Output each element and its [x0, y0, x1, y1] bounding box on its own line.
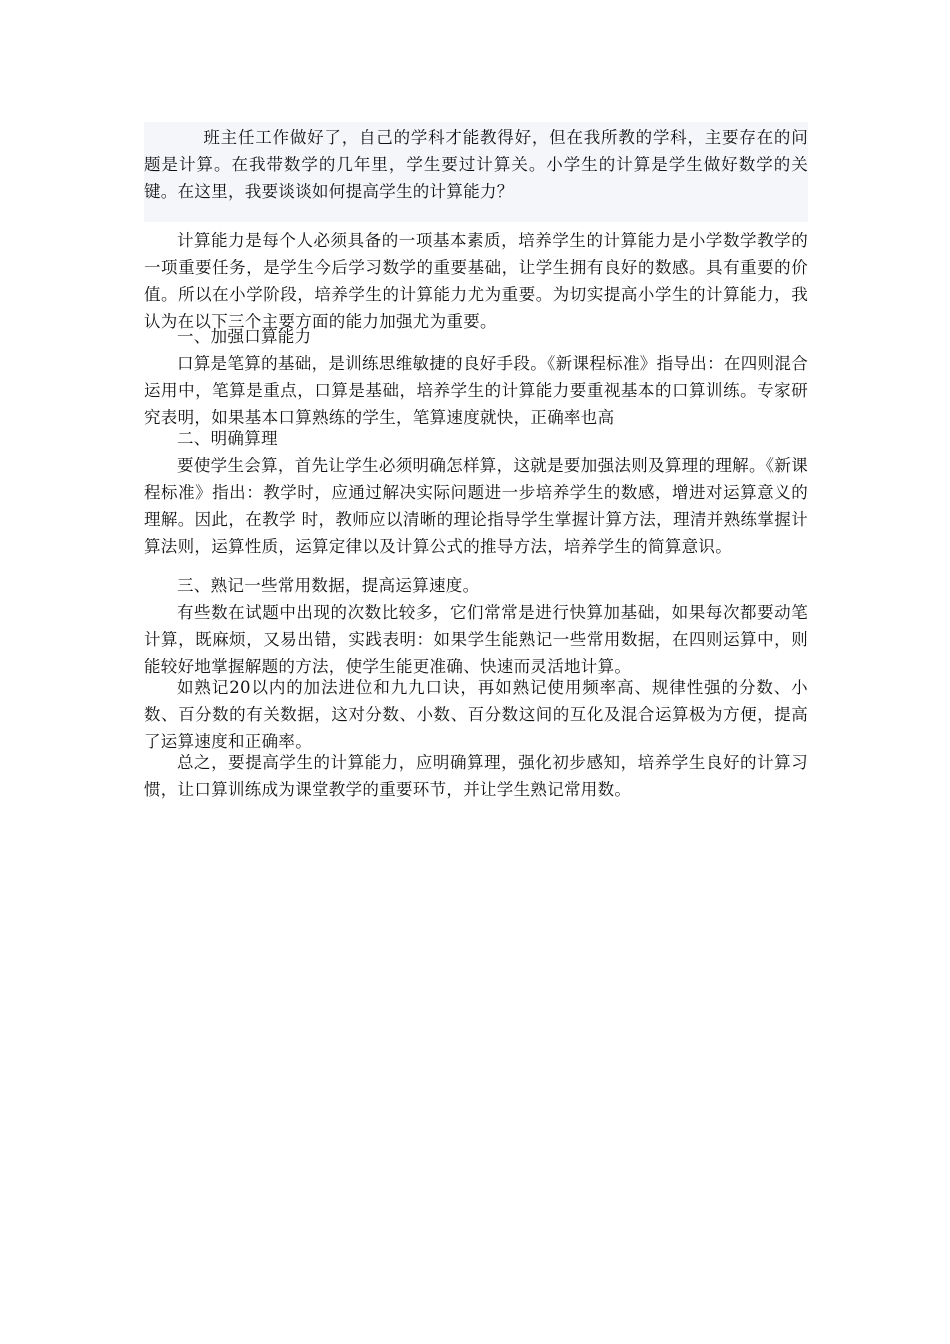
- common-data-paragraph: 有些数在试题中出现的次数比较多，它们常常是进行快算加基础，如果每次都要动笔计算，既麻烦，又易出错，实践表明：如果学生能熟记一些常用数据，在四则运算中，则能较好地掌握解题的方法，使学生能更准确、快速而灵活地计算。: [144, 603, 808, 676]
- arithmetic-principle-paragraph: 要使学生会算，首先让学生必须明确怎样算，这就是要加强法则及算理的理解。《新课程标准》指出：教学时，应通过解决实际问题进一步培养学生的数感，增进对运算意义的理解。因此，在教学 时，教师应以清晰的理论指导学生掌握计算方法，理清并熟练掌握计算法则，运算性质，运算定律以及计算公式的推导方法，培养学生的简算意识。: [144, 456, 808, 556]
- section-heading-oral-calculation: 一、加强口算能力: [177, 327, 312, 346]
- section-heading-arithmetic-principle: 二、明确算理: [177, 429, 278, 448]
- basic-quality-paragraph: 计算能力是每个人必须具备的一项基本素质，培养学生的计算能力是小学数学教学的一项重要任务，是学生今后学习数学的重要基础，让学生拥有良好的数感。具有重要的价值。所以在小学阶段，培养学生的计算能力尤为重要。为切实提高小学生的计算能力，我认为在以下三个主要方面的能力加强尤为重要。: [144, 231, 808, 331]
- intro-paragraph: 班主任工作做好了，自己的学科才能教得好，但在我所教的学科，主要存在的问题是计算。在我带数学的几年里，学生要过计算关。小学生的计算是学生做好数学的关键。在这里，我要谈谈如何提高学生的计算能力？: [144, 128, 808, 201]
- summary-paragraph: 总之，要提高学生的计算能力，应明确算理，强化初步感知，培养学生良好的计算习惯，让口算训练成为课堂教学的重要环节，并让学生熟记常用数。: [144, 753, 808, 799]
- example-paragraph: 如熟记20以内的加法进位和九九口诀，再如熟记使用频率高、规律性强的分数、小数、百分数的有关数据，这对分数、小数、百分数这间的互化及混合运算极为方便，提高了运算速度和正确率。: [144, 678, 808, 751]
- oral-calculation-paragraph: 口算是笔算的基础，是训练思维敏捷的良好手段。《新课程标准》指导出：在四则混合运用中，笔算是重点，口算是基础，培养学生的计算能力要重视基本的口算训练。专家研究表明，如果基本口算熟练的学生，笔算速度就快，正确率也高: [144, 354, 808, 427]
- section-heading-common-data: 三、熟记一些常用数据，提高运算速度。: [177, 576, 480, 595]
